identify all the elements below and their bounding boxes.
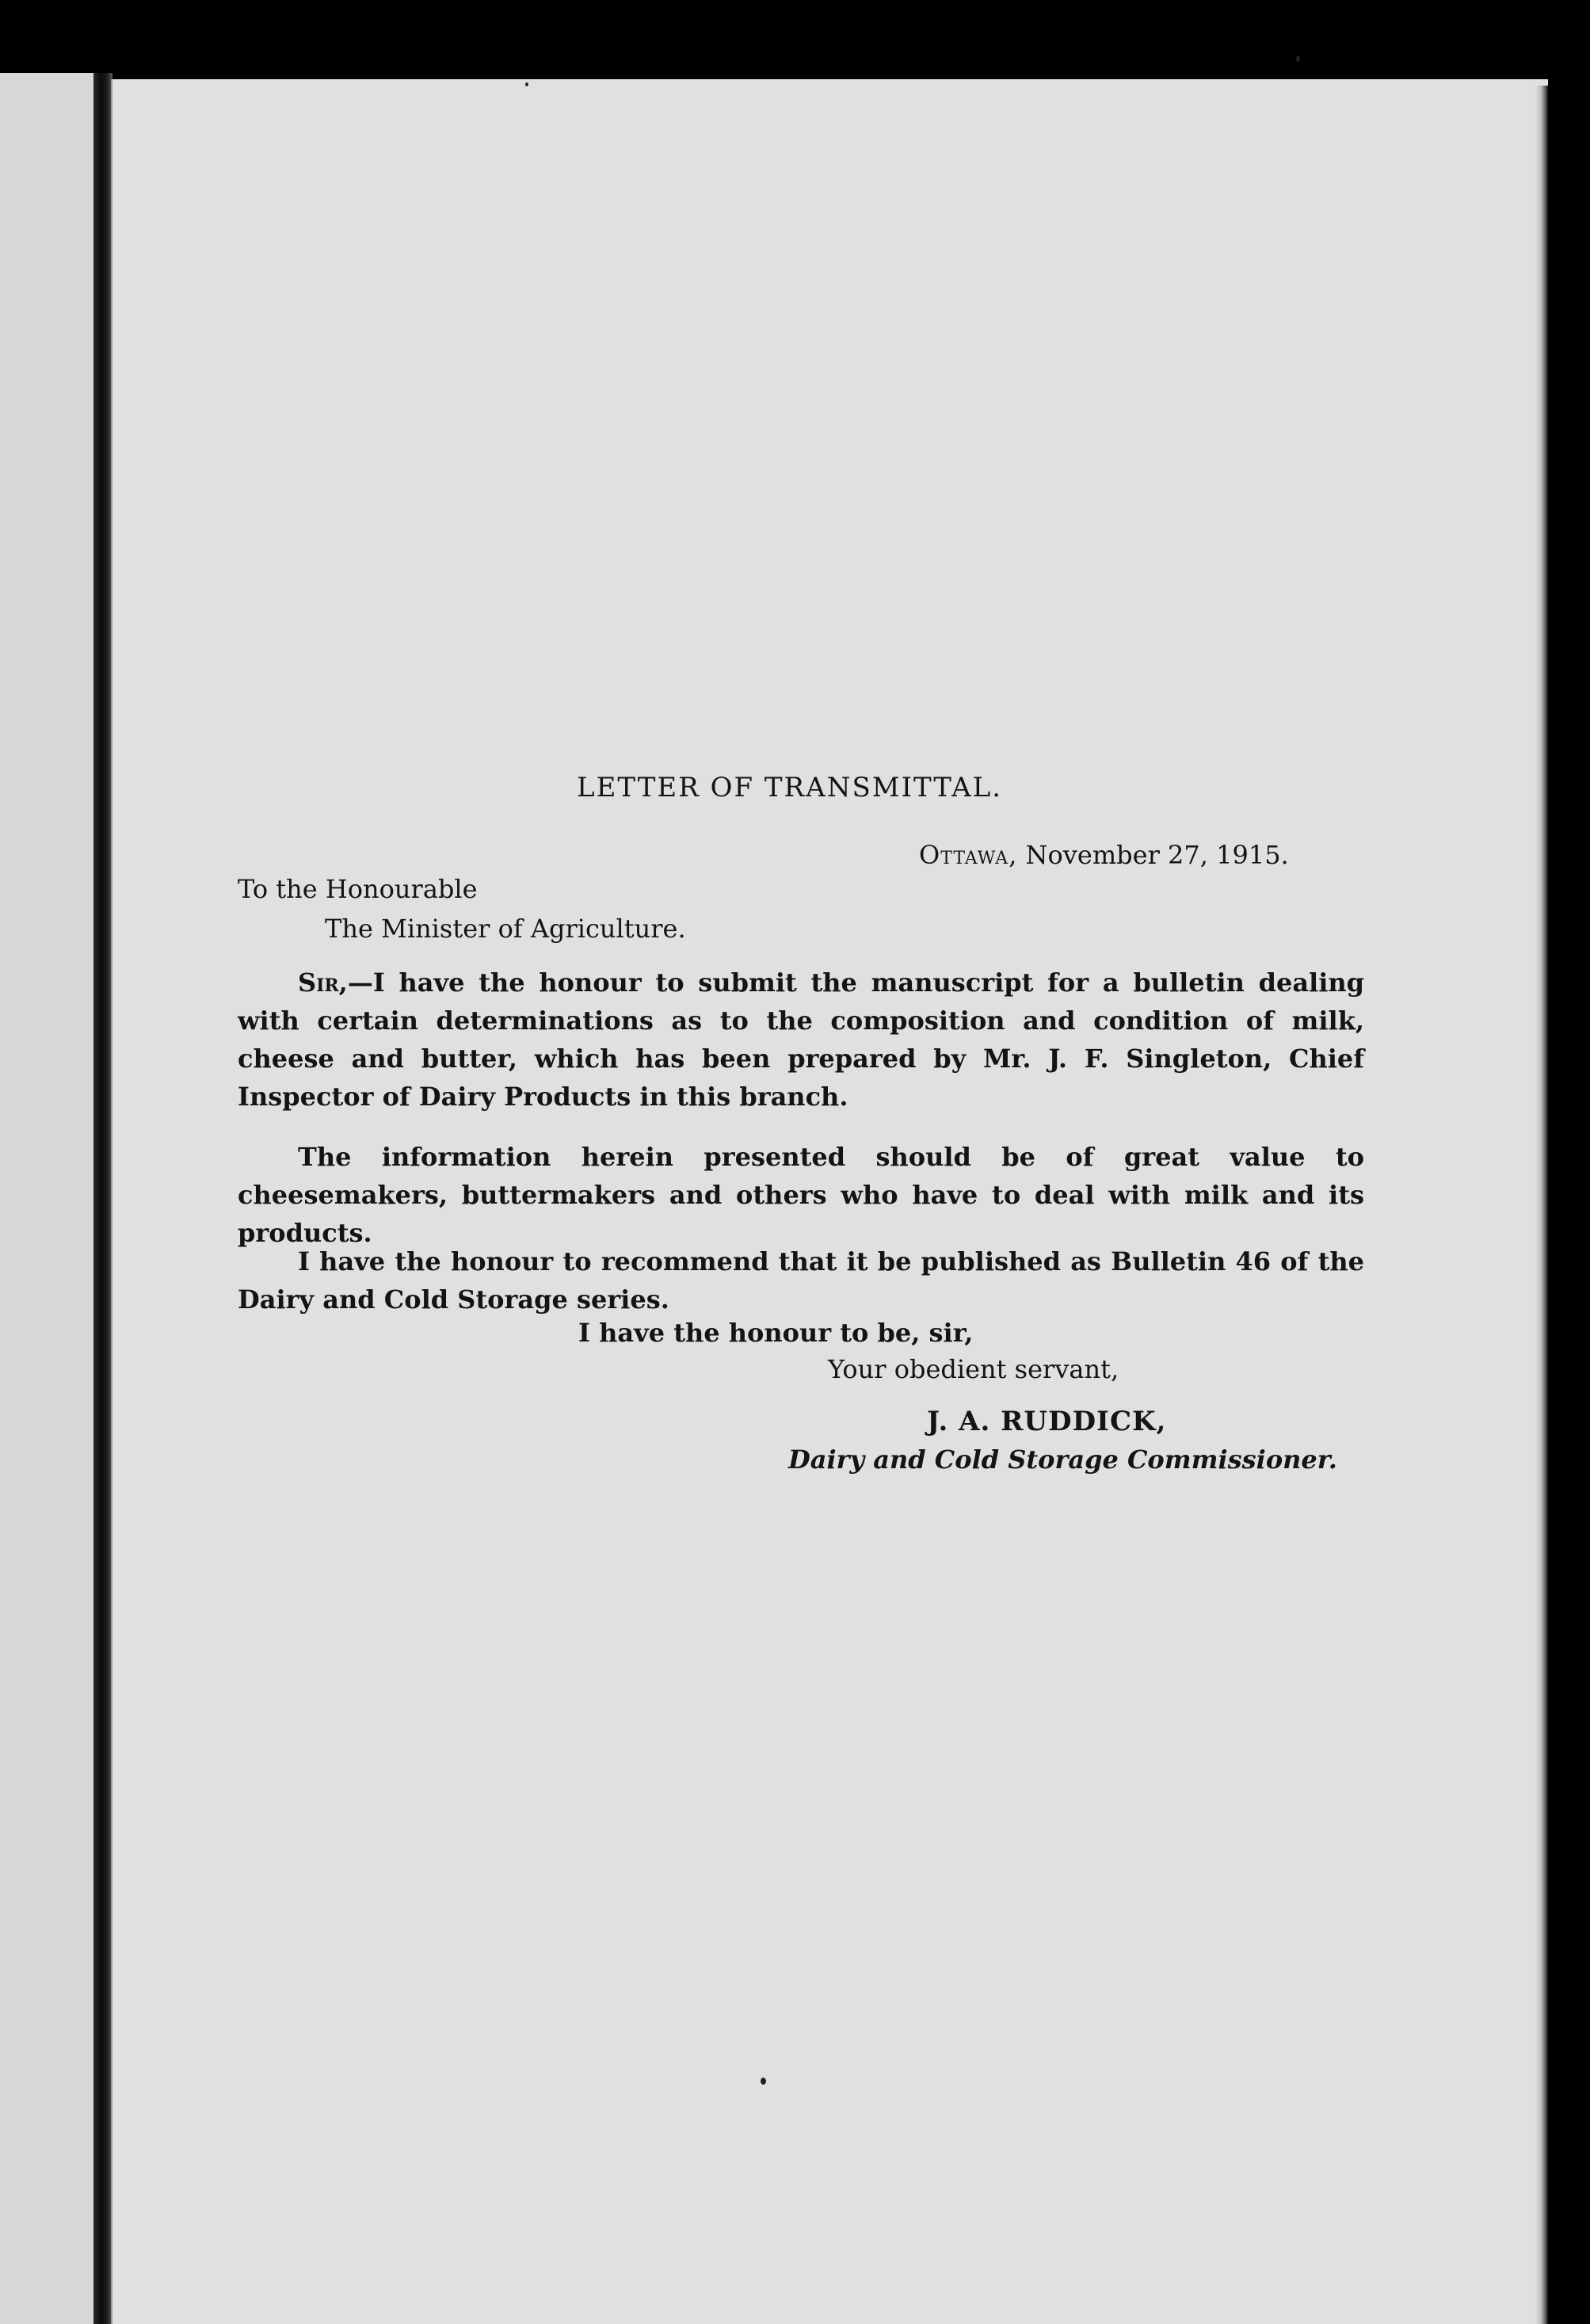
body-paragraph-1 bbox=[238, 964, 1364, 1116]
salutation: Sir, bbox=[298, 967, 348, 998]
addressee-line-1: To the Honourable bbox=[238, 874, 478, 904]
closing-line-2: Your obedient servant, bbox=[828, 1354, 1119, 1384]
place-and-date bbox=[919, 836, 1289, 874]
book-gutter bbox=[93, 73, 112, 2324]
paragraph-3-text: I have the honour to recommend that it be published as Bulletin 46 of the Dairy and Cold Storage series. bbox=[238, 1246, 1364, 1315]
body-paragraph-3 bbox=[238, 1242, 1364, 1318]
page-right-edge bbox=[1535, 86, 1548, 2324]
closing-line-1: I have the honour to be, sir, bbox=[578, 1318, 974, 1348]
facing-page-edge bbox=[0, 73, 97, 2324]
body-paragraph-2 bbox=[238, 1138, 1364, 1252]
letter-title: LETTER OF TRANSMITTAL. bbox=[577, 772, 1003, 803]
paragraph-2-text: The information herein presented should be of great value to cheesemakers, buttermakers and others who have to deal with milk and its products. bbox=[238, 1142, 1364, 1248]
addressee-line-2: The Minister of Agriculture. bbox=[325, 914, 686, 944]
paragraph-1-text: —I have the honour to submit the manuscript for a bulletin dealing with certain determinations as to the composition and condition of milk, cheese and butter, which has been prepared by Mr. J. F. Singleton, Chief Inspector of Dairy Products in this branch. bbox=[238, 967, 1364, 1112]
dust-speck bbox=[1296, 55, 1300, 62]
dust-speck bbox=[761, 2078, 766, 2085]
dust-speck bbox=[525, 82, 528, 86]
signer-title: Dairy and Cold Storage Commissioner. bbox=[788, 1444, 1337, 1475]
place: Ottawa, bbox=[919, 840, 1018, 870]
date: November 27, 1915. bbox=[1025, 840, 1289, 870]
signature-name: J. A. RUDDICK, bbox=[927, 1406, 1167, 1437]
